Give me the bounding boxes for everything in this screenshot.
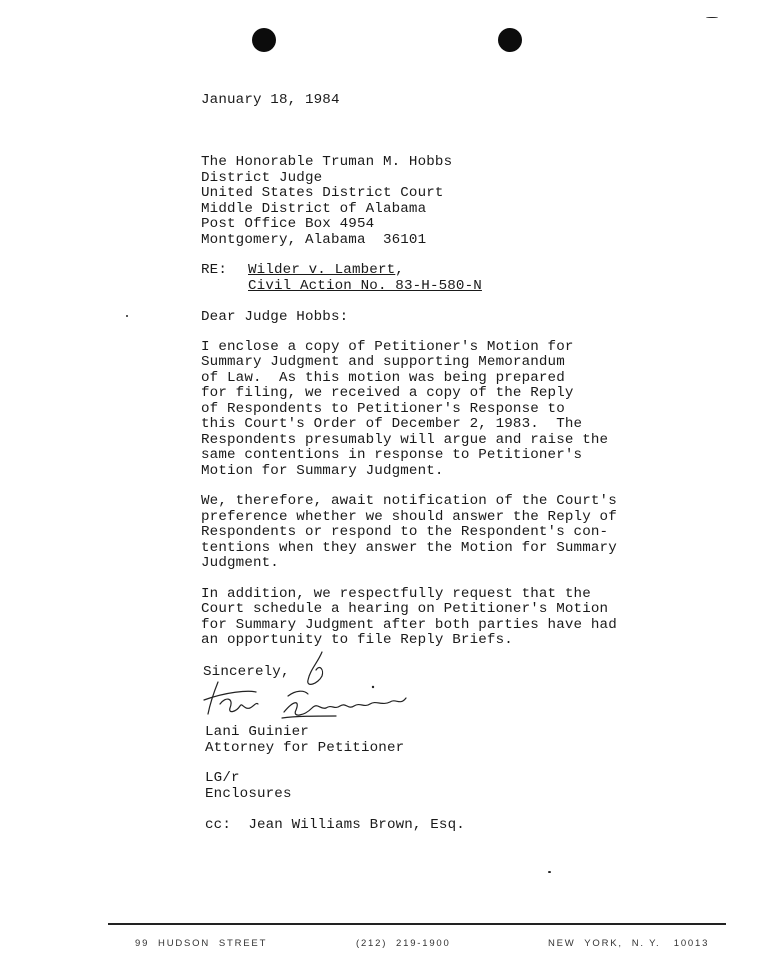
enclosures-note: Enclosures — [205, 786, 292, 802]
paragraph1-line: of Law. As this motion was being prepared — [201, 370, 565, 386]
footer-street: 99 HUDSON STREET — [135, 938, 268, 949]
paragraph1-line: this Court's Order of December 2, 1983. The — [201, 416, 583, 432]
case-comma: , — [395, 262, 404, 278]
letter-date: January 18, 1984 — [201, 92, 340, 108]
footer-city: NEW YORK, N. Y. 10013 — [548, 938, 710, 949]
paragraph2-line: preference whether we should answer the Reply of — [201, 509, 617, 525]
paragraph3-line: Court schedule a hearing on Petitioner's Motion — [201, 601, 609, 617]
paragraph2-line: Respondents or respond to the Respondent's con- — [201, 524, 609, 540]
case-name: Wilder v. Lambert — [248, 262, 396, 278]
paragraph2-line: We, therefore, await notification of the Court's — [201, 493, 617, 509]
paragraph3-line: for Summary Judgment after both parties have had — [201, 617, 617, 633]
re-label: RE: — [201, 262, 227, 278]
paragraph1-line: I enclose a copy of Petitioner's Motion for — [201, 339, 574, 355]
signer-title: Attorney for Petitioner — [205, 740, 405, 756]
footer-phone: (212) 219-1900 — [356, 938, 451, 949]
re-line — [248, 263, 404, 279]
paragraph1-line: of Respondents to Petitioner's Response to — [201, 401, 565, 417]
scan-mark — [706, 17, 718, 18]
carbon-copy: cc: Jean Williams Brown, Esq. — [205, 817, 465, 833]
signer-name: Lani Guinier — [205, 724, 309, 740]
civil-action-line — [248, 279, 482, 295]
scan-mark — [548, 871, 551, 873]
address-line: Post Office Box 4954 — [201, 216, 375, 232]
address-line: District Judge — [201, 170, 323, 186]
paragraph1-line: for filing, we received a copy of the Reply — [201, 385, 574, 401]
paragraph1-line: same contentions in response to Petitioner's — [201, 447, 583, 463]
address-line: United States District Court — [201, 185, 444, 201]
paragraph2-line: Judgment. — [201, 555, 279, 571]
paragraph1-line: Respondents presumably will argue and raise the — [201, 432, 609, 448]
paragraph3-line: an opportunity to file Reply Briefs. — [201, 632, 513, 648]
typist-initials: LG/r — [205, 770, 240, 786]
salutation: Dear Judge Hobbs: — [201, 309, 349, 325]
paragraph2-line: tentions when they answer the Motion for Summary — [201, 540, 617, 556]
paragraph1-line: Motion for Summary Judgment. — [201, 463, 444, 479]
paragraph3-line: In addition, we respectfully request that the — [201, 586, 591, 602]
punch-hole-left — [252, 28, 276, 52]
address-line: The Honorable Truman M. Hobbs — [201, 154, 453, 170]
scan-mark — [126, 315, 128, 317]
civil-action-number: Civil Action No. 83-H-580-N — [248, 278, 482, 294]
address-line: Middle District of Alabama — [201, 201, 427, 217]
address-line: Montgomery, Alabama 36101 — [201, 232, 427, 248]
handwritten-signature — [196, 646, 416, 726]
footer-rule — [108, 923, 726, 925]
paragraph1-line: Summary Judgment and supporting Memorandum — [201, 354, 565, 370]
punch-hole-right — [498, 28, 522, 52]
closing: Sincerely, — [203, 664, 290, 680]
